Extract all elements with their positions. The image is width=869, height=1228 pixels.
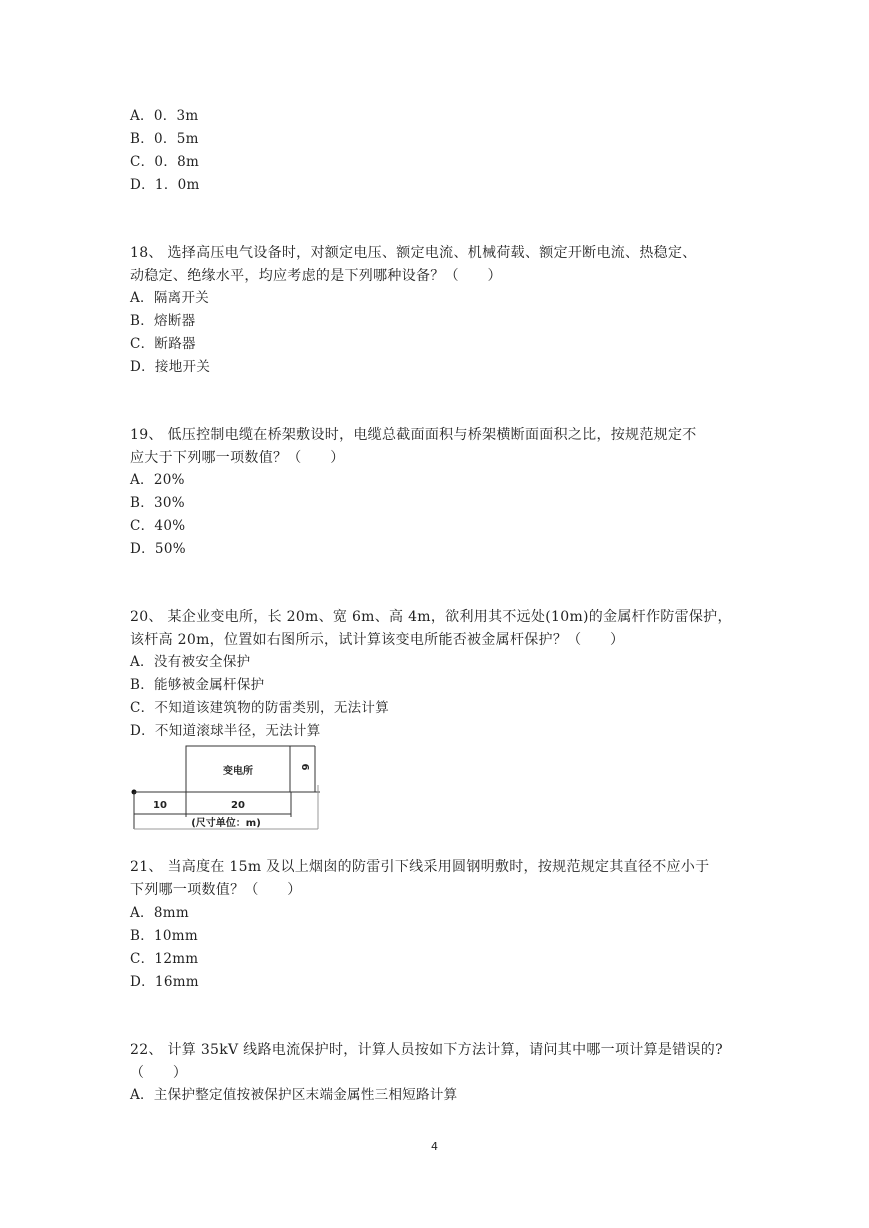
q19-option-a: A．20% bbox=[130, 472, 185, 488]
q18-option-c: C．断路器 bbox=[130, 336, 196, 352]
width-label: 6 bbox=[299, 763, 310, 771]
dim-length-label: 20 bbox=[231, 800, 245, 811]
q18-option-a: A．隔离开关 bbox=[130, 290, 210, 306]
q20-stem-line-2: 该杆高 20m，位置如右图所示，试计算该变电所能否被金属杆保护？（ ） bbox=[130, 632, 625, 648]
q19-option-d: D．50% bbox=[130, 541, 186, 557]
q22-option-a: A．主保护整定值按被保护区末端金属性三相短路计算 bbox=[130, 1087, 458, 1103]
q18-stem-line-1: 18、 选择高压电气设备时，对额定电压、额定电流、机械荷载、额定开断电流、热稳定、 bbox=[130, 245, 697, 261]
building-label: 变电所 bbox=[223, 766, 253, 777]
q17-option-d: D．1．0m bbox=[130, 177, 200, 193]
q22-stem-line-2: （ ） bbox=[130, 1065, 188, 1081]
q20-option-c: C．不知道该建筑物的防雷类别，无法计算 bbox=[130, 700, 390, 716]
q21-stem-line-2: 下列哪一项数值？（ ） bbox=[130, 882, 302, 898]
q18-stem-line-2: 动稳定、绝缘水平，均应考虑的是下列哪种设备？（ ） bbox=[130, 268, 502, 284]
q21-option-a: A．8mm bbox=[130, 905, 189, 921]
q22-stem-line-1: 22、 计算 35kV 线路电流保护时，计算人员按如下方法计算，请问其中哪一项计算是错误的? bbox=[130, 1042, 723, 1058]
q20-option-a: A．没有被安全保护 bbox=[130, 654, 251, 670]
q20-option-d: D．不知道滚球半径，无法计算 bbox=[130, 723, 321, 739]
dim-distance-label: 10 bbox=[153, 800, 167, 811]
q20-stem-line-1: 20、 某企业变电所，长 20m、宽 6m、高 4m，欲利用其不远处(10m)的金属杆作防雷保护， bbox=[130, 609, 732, 625]
substation-diagram bbox=[131, 745, 321, 831]
q17-option-a: A．0．3m bbox=[130, 108, 199, 124]
q21-option-b: B．10mm bbox=[130, 928, 199, 944]
q17-option-b: B．0．5m bbox=[130, 131, 199, 147]
page-number: 4 bbox=[431, 1140, 438, 1153]
q18-option-b: B．熔断器 bbox=[130, 313, 196, 329]
q20-option-b: B．能够被金属杆保护 bbox=[130, 677, 265, 693]
unit-note: (尺寸单位：m) bbox=[191, 818, 261, 829]
q21-option-d: D．16mm bbox=[130, 974, 199, 990]
q21-stem-line-1: 21、 当高度在 15m 及以上烟囱的防雷引下线采用圆钢明敷时，按规范规定其直径不应小于 bbox=[130, 859, 710, 875]
q19-stem-line-2: 应大于下列哪一项数值？（ ） bbox=[130, 450, 345, 466]
q19-option-c: C．40% bbox=[130, 518, 186, 534]
q17-option-c: C．0．8m bbox=[130, 154, 200, 170]
q18-option-d: D．接地开关 bbox=[130, 359, 211, 375]
q21-option-c: C．12mm bbox=[130, 951, 199, 967]
q19-option-b: B．30% bbox=[130, 495, 185, 511]
q19-stem-line-1: 19、 低压控制电缆在桥架敷设时，电缆总截面面积与桥架横断面面积之比，按规范规定不 bbox=[130, 427, 697, 443]
